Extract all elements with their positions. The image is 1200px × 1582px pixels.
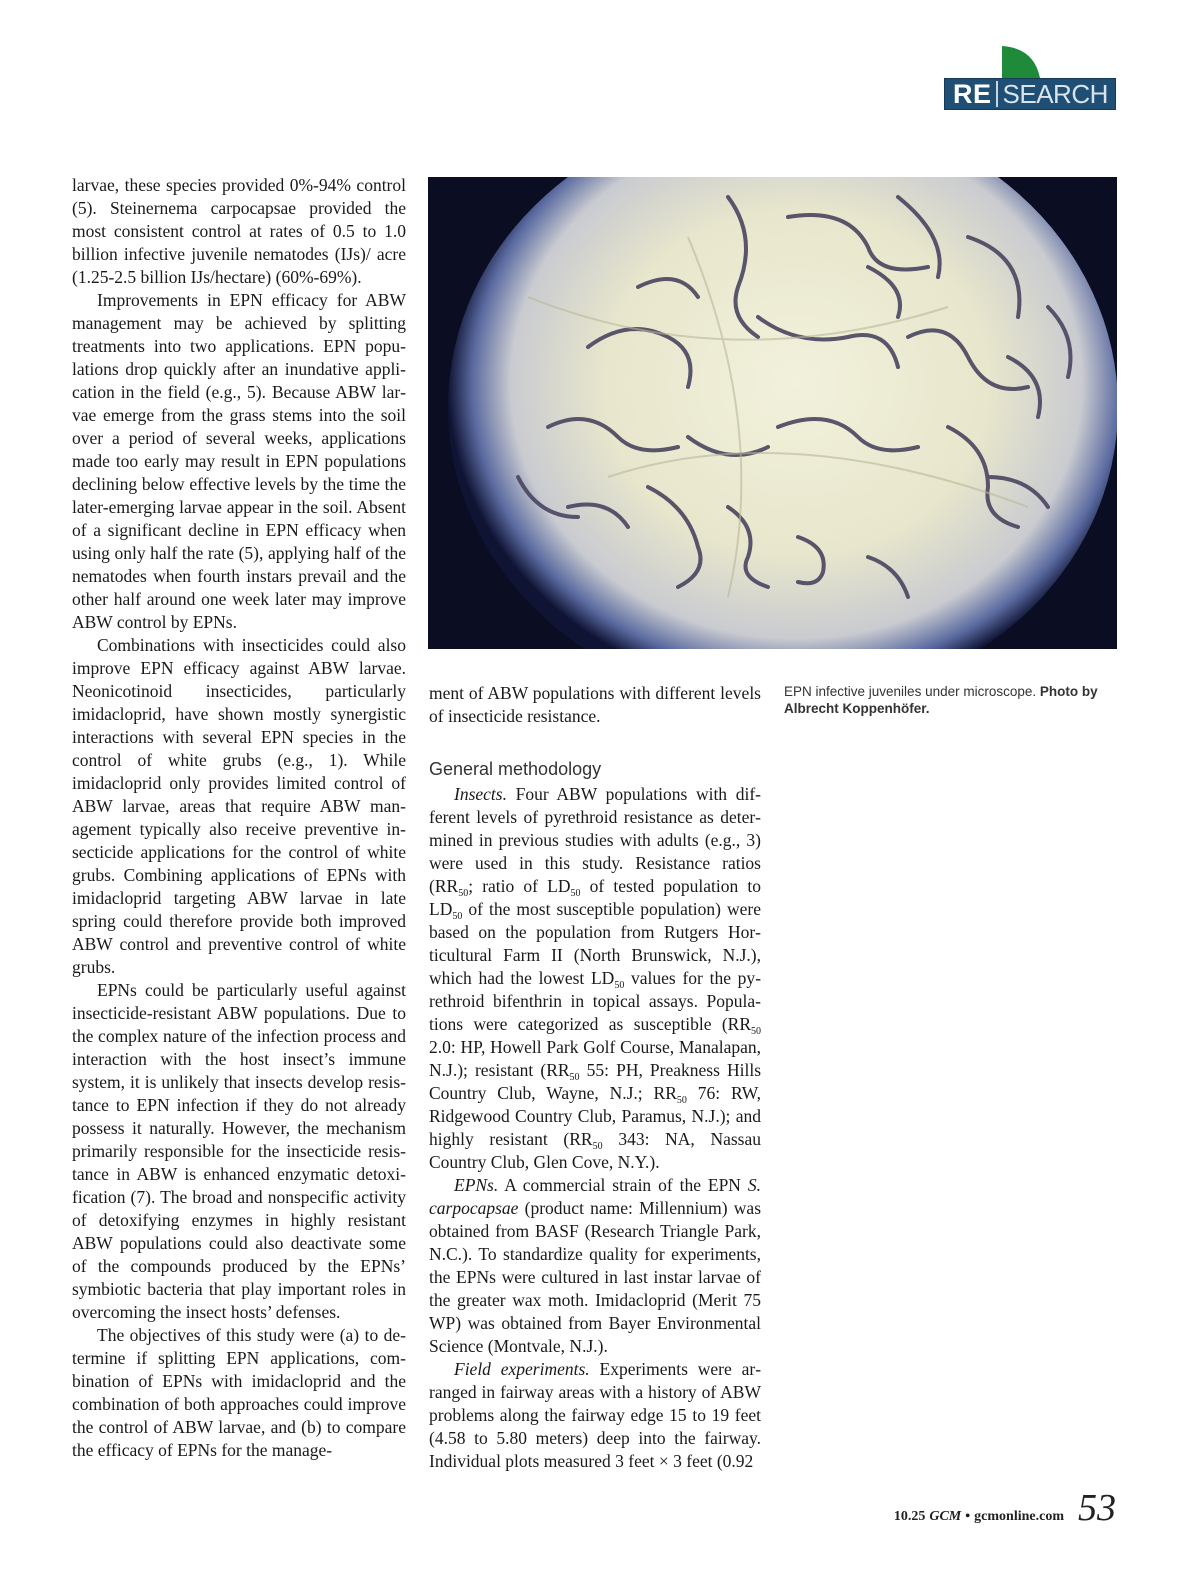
- website: gcmonline.com: [974, 1509, 1064, 1524]
- microscope-photo: [428, 177, 1117, 649]
- paragraph-insects: [429, 783, 761, 1174]
- run-in-heading: EPNs.: [454, 1175, 499, 1195]
- publication-name: GCM: [929, 1509, 962, 1524]
- paragraph: EPNs could be particularly useful against insecticide-resistant ABW populations. Due to the complex nature of the infection process and interaction with the host insect’s immune system, it is unlikely that insects develop resistance to EPN infection if they do not already possess it naturally. However, the mechanism primarily responsible for the insecticide resistance in ABW is enhanced enzymatic detoxification (7). The broad and nonspecific activity of detoxifying enzymes in highly resistant ABW populations could also deactivate some of the compounds produced by the EPNs’ symbiotic bacteria that play important roles in overcoming the insect hosts’ defenses.: [72, 980, 406, 1322]
- paragraph: Combinations with insecticides could also improve EPN efficacy against ABW larvae. Neonicotinoid insecticides, particularly imidacloprid, have shown mostly synergistic interactions with several EPN species in the control of white grubs (e.g., 1). While imidacloprid only provides limited control of ABW larvae, areas that require ABW management typically also receive preventive insecticide applications for the control of white grubs. Combining applications of EPNs with imidacloprid targeting ABW larvae in late spring could therefore provide both improved ABW control and preventive control of white grubs.: [72, 635, 406, 977]
- subscript: 50: [458, 888, 469, 899]
- caption-text: EPN infective juveniles under microscope.: [784, 684, 1037, 699]
- subscript: 50: [676, 1095, 687, 1106]
- leaf-icon: [1000, 46, 1042, 78]
- logo-re-text: RE: [953, 78, 992, 109]
- text-run: Experiments were arranged in fairway areas with a history of ABW problems along the fairway edge 15 to 19 feet (4.58 to 5.80 meters) deep into the fairway. Individual plots measured 3 feet × 3 feet (0.92: [429, 1359, 762, 1471]
- section-heading: General methodology: [429, 759, 602, 779]
- text-run: 2.0: HP, Howell Park Golf Course, Manalapan, N.J.); resistant (RR: [429, 1037, 761, 1080]
- logo-search-text: SEARCH: [1002, 78, 1108, 109]
- run-in-heading: Insects.: [454, 784, 507, 804]
- page-number: 53: [1078, 1487, 1116, 1529]
- footer-bullet: •: [965, 1509, 971, 1524]
- logo-divider: [996, 81, 998, 107]
- text-run: A commercial strain of the EPN: [504, 1175, 741, 1195]
- text-run: of the most susceptible population) were based on the population from Rutgers Horticultural Farm II (North Brunswick, N.J.), which had the lowest LD: [429, 899, 762, 988]
- subscript: 50: [614, 980, 625, 991]
- paragraph: larvae, these species provided 0%-94% control (5). Steinernema carpocapsae provided the most consistent control at rates of 0.5 to 1.0 billion infective juvenile nematodes (IJs)/ acre (1.25-2.5 billion IJs/hectare) (60%-69%).: [72, 175, 406, 287]
- paragraph: The objectives of this study were (a) to determine if splitting EPN applications, combination of EPNs with imidacloprid and the combination of both approaches could improve the control of ABW larvae, and (b) to compare the efficacy of EPNs for the manage-: [72, 1325, 406, 1460]
- photo-credit: Photo by Albrecht Koppenhöfer.: [784, 684, 1098, 716]
- text-run: 343: NA, Nassau Country Club, Glen Cove, N.Y.).: [429, 1129, 762, 1172]
- subscript: 50: [570, 888, 581, 899]
- issue-date: 10.25: [893, 1509, 926, 1524]
- article-column-left: [72, 174, 406, 1462]
- species-name: S. carpocapsae: [429, 1175, 761, 1218]
- text-run: values for the pyrethroid bifenthrin in topical assays. Populations were categorized as susceptible (RR: [429, 968, 762, 1034]
- text-run: 76: RW, Ridgewood Country Club, Paramus, N.J.); and highly resistant (RR: [429, 1083, 761, 1149]
- subscript: 50: [452, 911, 463, 922]
- text-run: (product name: Millennium) was obtained from BASF (Research Triangle Park, N.C.). To standardize quality for experiments, the EPNs were cultured in last instar larvae of the greater wax moth. Imidacloprid (Merit 75 WP) was obtained from Bayer Environmental Science (Montvale, N.J.).: [429, 1198, 762, 1356]
- text-run: Four ABW populations with different levels of pyrethroid resistance as determined in previous studies with adults (e.g., 3) were used in this study. Resistance ratios (RR: [429, 784, 761, 896]
- paragraph-epns: [429, 1174, 761, 1358]
- research-logo: [944, 46, 1118, 112]
- page-footer: [894, 1486, 1116, 1530]
- paragraph: ment of ABW populations with different levels of insecticide resistance.: [429, 683, 761, 726]
- subscript: 50: [569, 1072, 580, 1083]
- article-column-right: [429, 682, 761, 1473]
- photo-caption: [784, 683, 1104, 717]
- paragraph: Improvements in EPN efficacy for ABW management may be achieved by splitting treatments into two applications. EPN populations drop quickly after an inundative application in the field (e.g., 5). Because ABW larvae emerge from the grass stems into the soil over a period of several weeks, applications made too early may result in EPN populations declining below effective levels by the time the later-emerging larvae appear in the soil. Absent of a significant decline in EPN efficacy when using only half the rate (5), applying half of the nematodes when fourth instars prevail and the other half around one week later may improve ABW control by EPNs.: [72, 290, 406, 632]
- subscript: 50: [751, 1026, 761, 1037]
- paragraph-field: [429, 1358, 761, 1473]
- text-run: 55: PH, Preakness Hills Country Club, Wayne, N.J.; RR: [429, 1060, 762, 1103]
- nematodes-microscope-image: [428, 177, 1117, 649]
- subscript: 50: [592, 1141, 603, 1152]
- run-in-heading: Field experiments.: [454, 1359, 590, 1379]
- text-run: of tested population to LD: [429, 876, 761, 919]
- text-run: ; ratio of LD: [468, 876, 571, 896]
- section-label-box: [944, 78, 1116, 110]
